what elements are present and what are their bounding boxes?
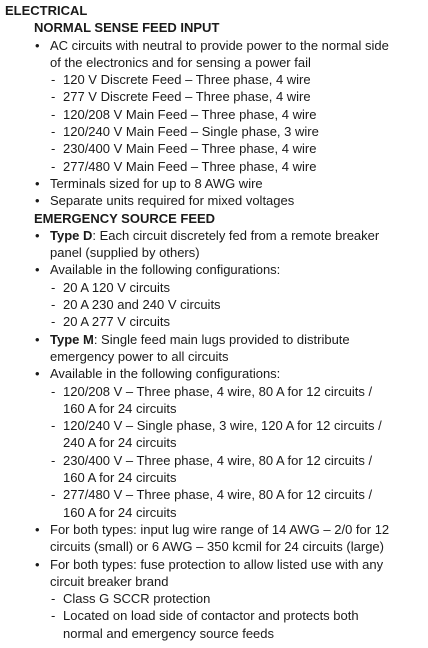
bullet-text: circuit breaker brand xyxy=(50,573,169,589)
config-item xyxy=(0,279,428,296)
bullet-mark: • xyxy=(35,175,40,191)
dash-mark: - xyxy=(51,608,56,624)
bullet-text: Available in the following configurations: xyxy=(50,262,281,278)
dash-mark: - xyxy=(51,279,56,295)
feed-text: 120/208 V Main Feed – Three phase, 4 wire xyxy=(63,106,317,122)
config-text: 120/240 V – Single phase, 3 wire, 120 A for 12 circuits / xyxy=(63,418,382,434)
dash-mark: - xyxy=(51,72,56,88)
feed-item xyxy=(0,106,428,123)
config-text: 230/400 V – Three phase, 4 wire, 80 A for 12 circuits / xyxy=(63,452,373,468)
config-text: 277/480 V – Three phase, 4 wire, 80 A for 12 circuits / xyxy=(63,487,373,503)
bullet-mark: • xyxy=(35,37,40,53)
bullet-text: circuits (small) or 6 AWG – 350 kcmil for 24 circuits (large) xyxy=(50,539,384,555)
config-text: 120/208 V – Three phase, 4 wire, 80 A for 12 circuits / xyxy=(63,383,373,399)
bullet-mark: • xyxy=(35,366,40,382)
bullet-terminals xyxy=(0,175,428,192)
config-text: 20 A 277 V circuits xyxy=(63,314,170,330)
config-text: 20 A 230 and 240 V circuits xyxy=(63,297,221,313)
config-item xyxy=(0,296,428,313)
type-m-label: Type M xyxy=(50,331,94,347)
bullet-both-lug-range xyxy=(0,521,428,556)
bullet-text: Terminals sized for up to 8 AWG wire xyxy=(50,175,263,191)
fuse-text: Class G SCCR protection xyxy=(63,591,211,607)
bullet-separate-units xyxy=(0,192,428,209)
bullet-configurations xyxy=(0,261,428,278)
config-item xyxy=(0,383,428,418)
bullet-text: For both types: fuse protection to allow listed use with any xyxy=(50,556,384,572)
feed-item xyxy=(0,71,428,88)
feed-item xyxy=(0,88,428,105)
bullet-mark: • xyxy=(35,227,40,243)
config-text: 160 A for 24 circuits xyxy=(63,470,177,486)
fuse-item xyxy=(0,607,428,642)
feed-text: 120/240 V Main Feed – Single phase, 3 wire xyxy=(63,124,319,140)
dash-mark: - xyxy=(51,418,56,434)
bullet-text: AC circuits with neutral to provide power to the normal side xyxy=(50,37,389,53)
bullet-both-fuse xyxy=(0,556,428,591)
config-text: 240 A for 24 circuits xyxy=(63,435,177,451)
bullet-mark: • xyxy=(35,556,40,572)
bullet-mark: • xyxy=(35,262,40,278)
section-heading-electrical: ELECTRICAL xyxy=(5,3,88,18)
config-item xyxy=(0,417,428,452)
dash-mark: - xyxy=(51,452,56,468)
bullet-ac-circuits xyxy=(0,37,428,72)
config-text: 20 A 120 V circuits xyxy=(63,279,170,295)
subheading-normal-sense-feed: NORMAL SENSE FEED INPUT xyxy=(34,20,220,36)
config-text: 160 A for 24 circuits xyxy=(63,504,177,520)
type-m-text: emergency power to all circuits xyxy=(50,348,229,364)
config-text: 160 A for 24 circuits xyxy=(63,400,177,416)
feed-text: 277 V Discrete Feed – Three phase, 4 wire xyxy=(63,89,311,105)
dash-mark: - xyxy=(51,158,56,174)
dash-mark: - xyxy=(51,314,56,330)
feed-item xyxy=(0,158,428,175)
feed-item xyxy=(0,140,428,157)
bullet-text: Available in the following configurations: xyxy=(50,366,281,382)
bullet-text: of the electronics and for sensing a power fail xyxy=(50,54,311,70)
dash-mark: - xyxy=(51,124,56,140)
fuse-text: Located on load side of contactor and protects both xyxy=(63,608,359,624)
feed-item xyxy=(0,123,428,140)
type-m-text: : Single feed main lugs provided to distribute xyxy=(93,331,350,347)
bullet-mark: • xyxy=(35,521,40,537)
feed-text: 120 V Discrete Feed – Three phase, 4 wire xyxy=(63,72,311,88)
fuse-text: normal and emergency source feeds xyxy=(63,625,275,641)
bullet-type-d xyxy=(0,227,428,262)
dash-mark: - xyxy=(51,106,56,122)
dash-mark: - xyxy=(51,487,56,503)
type-d-text: : Each circuit discretely fed from a remote breaker xyxy=(92,227,380,243)
dash-mark: - xyxy=(51,141,56,157)
config-item xyxy=(0,313,428,330)
feed-text: 277/480 V Main Feed – Three phase, 4 wire xyxy=(63,158,317,174)
subheading-emergency-source-feed: EMERGENCY SOURCE FEED xyxy=(34,210,216,226)
dash-mark: - xyxy=(51,89,56,105)
dash-mark: - xyxy=(51,591,56,607)
bullet-text: For both types: input lug wire range of 14 AWG – 2/0 for 12 xyxy=(50,521,390,537)
config-item xyxy=(0,486,428,521)
bullet-type-m xyxy=(0,331,428,366)
dash-mark: - xyxy=(51,297,56,313)
dash-mark: - xyxy=(51,383,56,399)
feed-text: 230/400 V Main Feed – Three phase, 4 wire xyxy=(63,141,317,157)
bullet-mark: • xyxy=(35,331,40,347)
fuse-item xyxy=(0,590,428,607)
bullet-configurations xyxy=(0,365,428,382)
type-d-label: Type D xyxy=(50,227,93,243)
bullet-text: Separate units required for mixed voltages xyxy=(50,193,295,209)
config-item xyxy=(0,452,428,487)
type-d-text: panel (supplied by others) xyxy=(50,245,200,261)
bullet-mark: • xyxy=(35,193,40,209)
